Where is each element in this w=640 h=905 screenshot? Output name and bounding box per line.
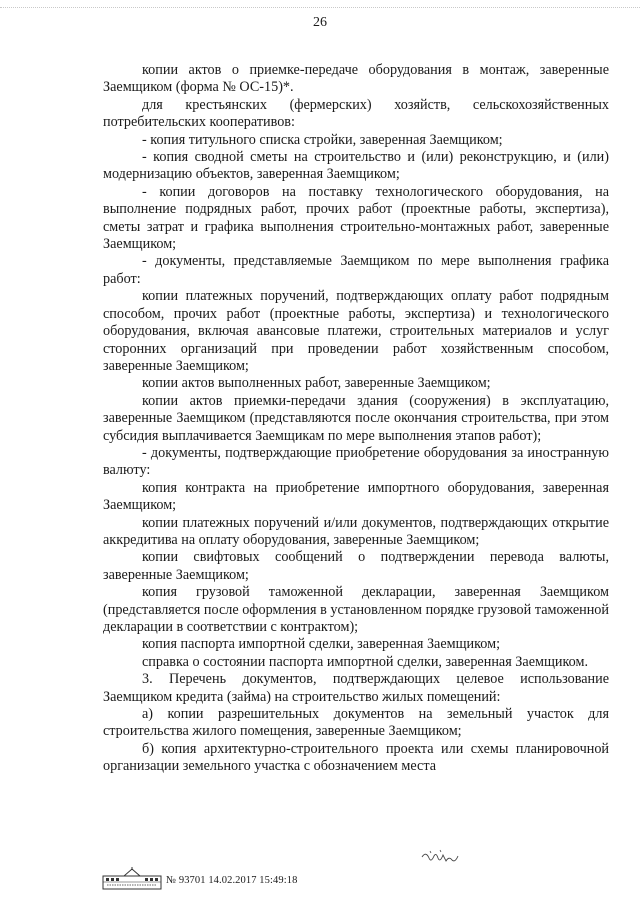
document-body: [103, 62, 609, 776]
paragraph: - документы, подтверждающие приобретение оборудования за иностранную валюту:: [103, 444, 609, 479]
paragraph: - копии договоров на поставку технологического оборудования, на выполнение подрядных работ, прочих работ (проектные работы, экспертиза), сметы затрат и графика выполнения строительно-монтажных работ, заверенные Заемщиком;: [103, 183, 609, 253]
scan-edge-line: [0, 7, 640, 9]
page-number: 26: [313, 15, 327, 30]
paragraph: для крестьянских (фермерских) хозяйств, сельскохозяйственных потребительских кооперативов:: [103, 96, 609, 131]
paragraph: копии актов выполненных работ, заверенные Заемщиком;: [142, 375, 491, 392]
paragraph: - документы, представляемые Заемщиком по мере выполнения графика работ:: [103, 253, 609, 287]
registry-stamp-icon: [102, 866, 162, 890]
handwritten-signature-icon: [420, 847, 464, 865]
paragraph: - копия титульного списка стройки, заверенная Заемщиком;: [142, 131, 503, 148]
paragraph: копии актов приемки-передачи здания (сооружения) в эксплуатацию, заверенные Заемщиком (представляются после окончания строительства, при этом субсидия выплачивается Заемщикам по мере выполнения этапов работ);: [103, 392, 609, 444]
paragraph: 3. Перечень документов, подтверждающих целевое использование Заемщиком кредита (займа) на строительство жилых помещений:: [103, 671, 609, 705]
paragraph: - копия сводной сметы на строительство и (или) реконструкцию, и (или) модернизацию объектов, заверенная Заемщиком;: [103, 149, 609, 183]
paragraph: копии платежных поручений и/или документов, подтверждающих открытие аккредитива на оплату оборудования, заверенные Заемщиком;: [103, 514, 609, 548]
registration-info: № 93701 14.02.2017 15:49:18: [166, 875, 298, 886]
paragraph: справка о состоянии паспорта импортной сделки, заверенная Заемщиком.: [142, 653, 589, 670]
paragraph: копии актов о приемке-передаче оборудования в монтаж, заверенные Заемщиком (форма № ОС-15)*.: [103, 62, 609, 96]
paragraph: а) копии разрешительных документов на земельный участок для строительства жилого помещения, заверенные Заемщиком;: [103, 706, 609, 740]
paragraph: копии платежных поручений, подтверждающих оплату работ подрядным способом, прочих работ (проектные работы, экспертиза) и технологического оборудования, включая авансовые платежи, строительных материалов и услуг сторонних организаций при проведении работ хозяйственным способом, заверенные Заемщиком;: [103, 288, 609, 374]
document-footer: [102, 866, 612, 896]
paragraph: копия грузовой таможенной декларации, заверенная Заемщиком (представляется после оформления в установленном порядке грузовой таможенной декларации в соответствии с контрактом);: [103, 584, 609, 635]
paragraph: копии свифтовых сообщений о подтверждении перевода валюты, заверенные Заемщиком;: [103, 549, 609, 583]
paragraph: б) копия архитектурно-строительного проекта или схемы планировочной организации земельного участка с обозначением места: [103, 740, 609, 775]
paragraph: копия контракта на приобретение импортного оборудования, заверенная Заемщиком;: [103, 479, 609, 514]
paragraph: копия паспорта импортной сделки, заверенная Заемщиком;: [142, 636, 501, 653]
